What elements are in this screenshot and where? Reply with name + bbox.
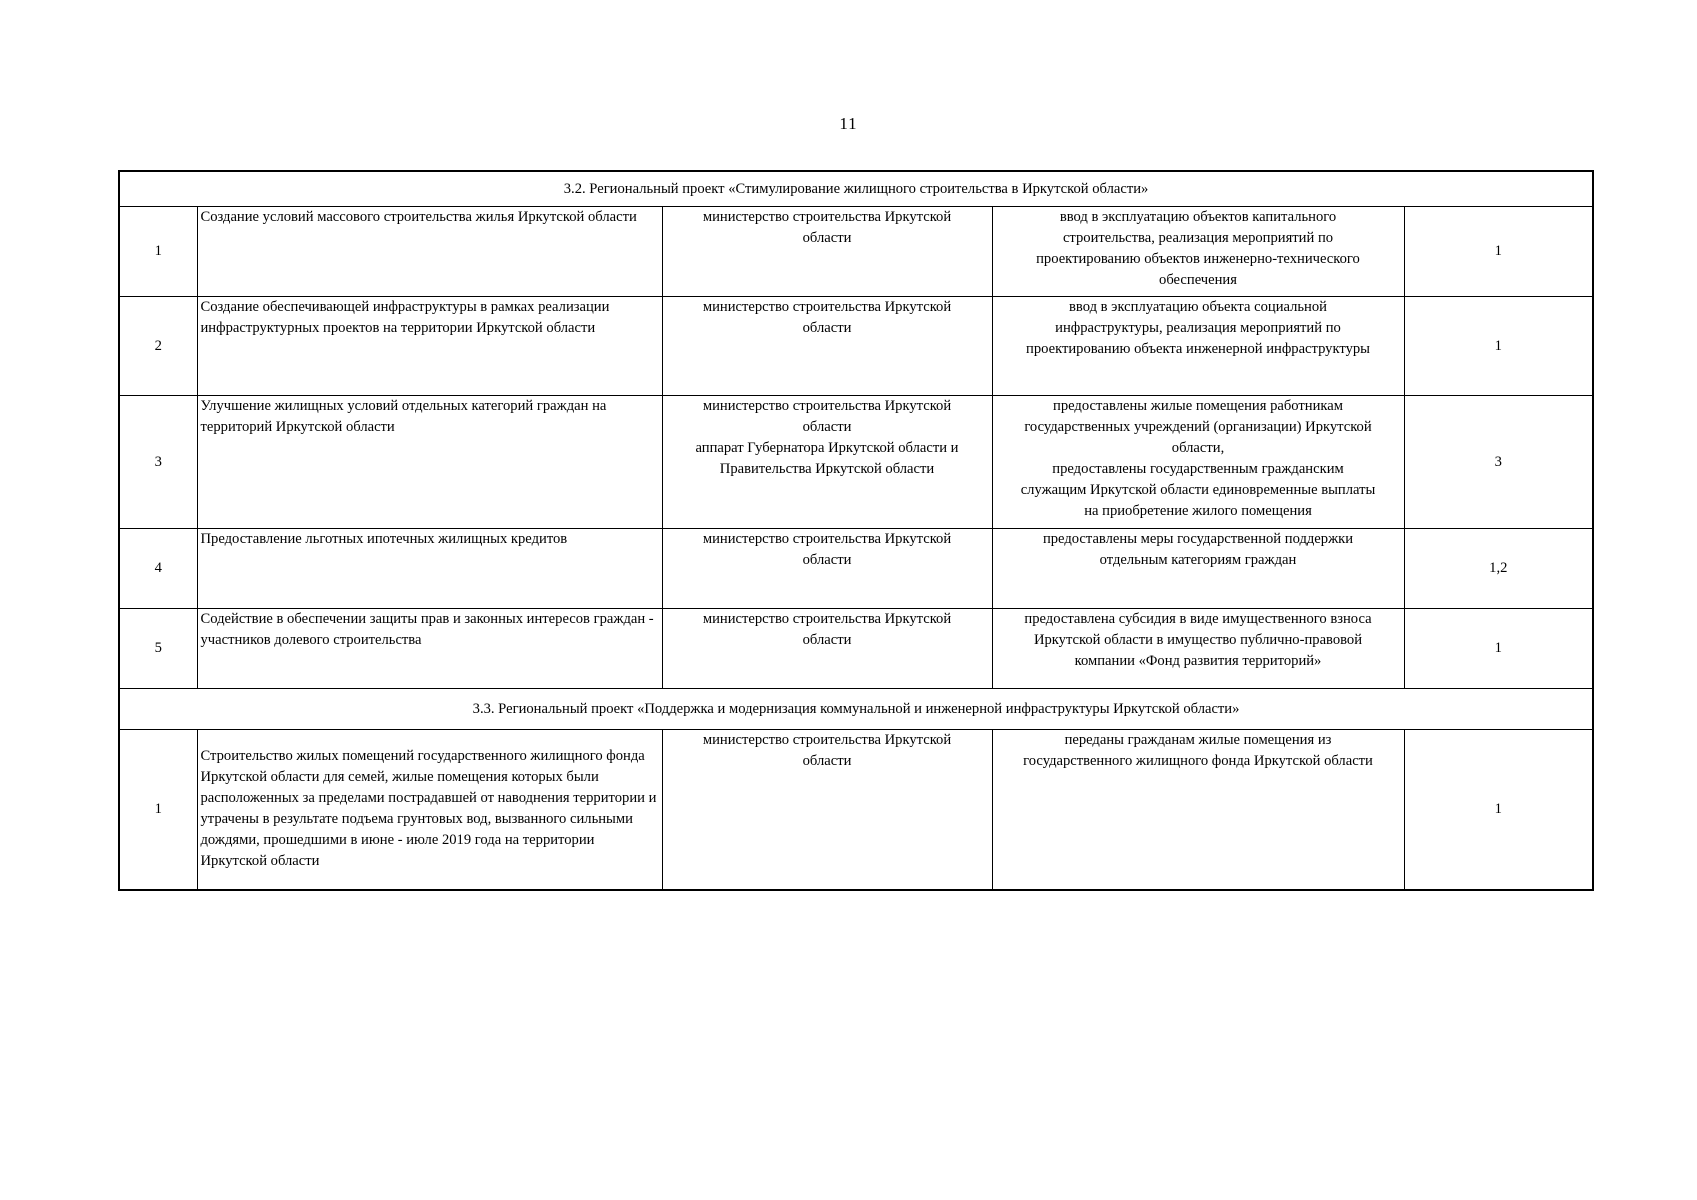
row-number: 1 (119, 730, 197, 890)
responsible-executor (662, 529, 992, 609)
table-row (119, 297, 1593, 396)
measure-result (992, 207, 1404, 297)
result-line: переданы гражданам жилые помещения из (1064, 732, 1332, 748)
table-row (119, 529, 1593, 609)
result-line: Иркутской области в имущество публично-правовой (1033, 632, 1363, 648)
responsible-line: аппарат Губернатора Иркутской области и (695, 440, 959, 456)
row-number: 1 (119, 207, 197, 297)
measures-table (118, 170, 1594, 891)
result-line: на приобретение жилого помещения (1084, 503, 1312, 519)
task-number: 1,2 (1404, 529, 1593, 609)
row-number: 3 (119, 396, 197, 529)
result-line: предоставлены жилые помещения работникам (1053, 398, 1343, 414)
measure-result (992, 730, 1404, 890)
measure-result (992, 529, 1404, 609)
responsible-line: министерство строительства Иркутской (702, 531, 952, 547)
result-line: строительства, реализация мероприятий по (1062, 230, 1334, 246)
measure-name: Создание условий массового строительства жилья Иркутской области (197, 207, 662, 297)
responsible-line: области (802, 753, 852, 769)
task-number: 1 (1404, 297, 1593, 396)
responsible-executor (662, 396, 992, 529)
table-row (119, 609, 1593, 689)
measure-result (992, 297, 1404, 396)
responsible-executor (662, 207, 992, 297)
measure-name: Строительство жилых помещений государственного жилищного фонда Иркутской области для семей, жилые помещения которых были расположенных за пределами пострадавшей от наводнения территории и утрачены в результате подъема грунтовых вод, вызванного сильными дождями, прошедшими в июне - июле 2019 года на территории Иркутской области (197, 730, 662, 890)
page-number: 11 (839, 114, 858, 133)
responsible-line: министерство строительства Иркутской (702, 209, 952, 225)
responsible-line: области (802, 230, 852, 246)
measure-name: Создание обеспечивающей инфраструктуры в рамках реализации инфраструктурных проектов на территории Иркутской области (197, 297, 662, 396)
responsible-executor (662, 297, 992, 396)
result-line: инфраструктуры, реализация мероприятий по (1055, 320, 1341, 336)
row-number: 5 (119, 609, 197, 689)
task-number: 3 (1404, 396, 1593, 529)
responsible-line: министерство строительства Иркутской (702, 611, 952, 627)
responsible-executor (662, 609, 992, 689)
result-line: проектированию объекта инженерной инфраструктуры (1026, 341, 1370, 357)
table-row (119, 207, 1593, 297)
result-line: компании «Фонд развития территорий» (1074, 653, 1322, 669)
responsible-line: министерство строительства Иркутской (702, 299, 952, 315)
responsible-line: министерство строительства Иркутской (702, 398, 952, 414)
task-number: 1 (1404, 207, 1593, 297)
result-line: отдельным категориям граждан (1099, 552, 1297, 568)
result-line: проектированию объектов инженерно-технического (1036, 251, 1360, 267)
measure-result (992, 396, 1404, 529)
result-line: государственного жилищного фонда Иркутской области (1023, 753, 1373, 769)
task-number: 1 (1404, 730, 1593, 890)
result-line: предоставлены государственным гражданским (1052, 461, 1344, 477)
section-title: 3.2. Региональный проект «Стимулирование жилищного строительства в Иркутской области» (119, 171, 1593, 207)
section-title: 3.3. Региональный проект «Поддержка и модернизация коммунальной и инженерной инфраструктуры Иркутской области» (119, 689, 1593, 730)
section-header-row (119, 171, 1593, 207)
result-line: предоставлена субсидия в виде имущественного взноса (1024, 611, 1372, 627)
result-line: предоставлены меры государственной поддержки (1042, 531, 1354, 547)
task-number: 1 (1404, 609, 1593, 689)
result-line: ввод в эксплуатацию объекта социальной (1069, 299, 1327, 315)
section-header-row (119, 689, 1593, 730)
table-row (119, 396, 1593, 529)
measure-name: Содействие в обеспечении защиты прав и законных интересов граждан - участников долевого строительства (197, 609, 662, 689)
measure-name: Улучшение жилищных условий отдельных категорий граждан на территорий Иркутской области (197, 396, 662, 529)
row-number: 4 (119, 529, 197, 609)
result-line: государственных учреждений (организации) Иркутской (1024, 419, 1372, 435)
responsible-line: области (802, 419, 852, 435)
responsible-line: области (802, 632, 852, 648)
responsible-executor (662, 730, 992, 890)
measure-name: Предоставление льготных ипотечных жилищных кредитов (197, 529, 662, 609)
responsible-line: области (802, 552, 852, 568)
responsible-line: области (802, 320, 852, 336)
table-row (119, 730, 1593, 890)
row-number: 2 (119, 297, 197, 396)
measure-result (992, 609, 1404, 689)
result-line: обеспечения (1159, 272, 1237, 288)
result-line: области, (1171, 440, 1225, 456)
responsible-line: министерство строительства Иркутской (702, 732, 952, 748)
responsible-line: Правительства Иркутской области (719, 461, 935, 477)
result-line: служащим Иркутской области единовременные выплаты (1020, 482, 1376, 498)
result-line: ввод в эксплуатацию объектов капитального (1059, 209, 1337, 225)
